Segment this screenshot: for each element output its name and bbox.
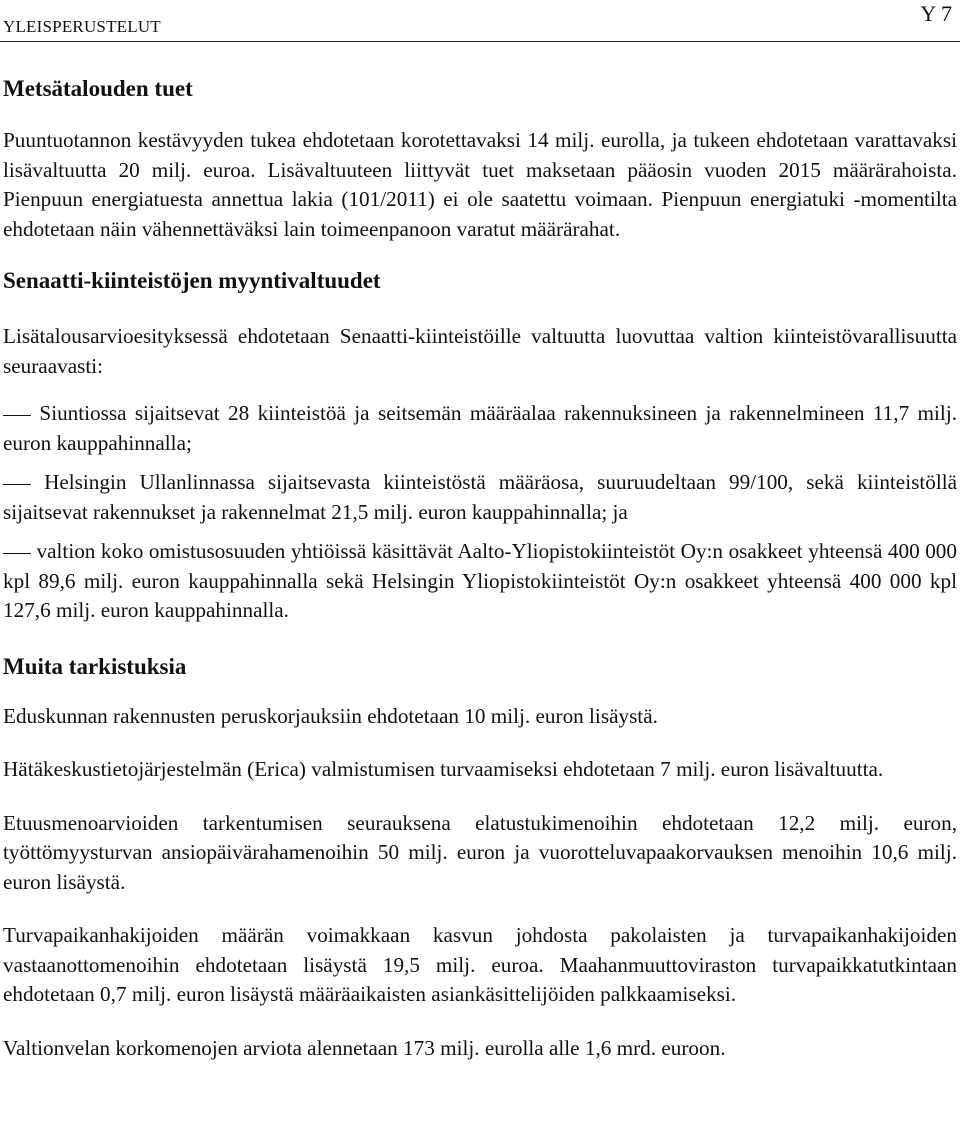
paragraph-forestry-subsidies: Puuntuotannon kestävyyden tukea ehdotetaan korotettavaksi 14 milj. eurolla, ja tukeen ehdotetaan varattavaksi lisävaltuutta 20 milj. euroa. Lisävaltuuteen liittyvät tuet maksetaan pääosin vuoden 2015 määrärahoista. Pienpuun energiatuesta annettua lakia (101/2011) ei ole saatettu voimaan. Pienpuun energiatuki -momentilta ehdotetaan näin vähennettäväksi lain toimeenpanoon varatut määrärahat. xyxy=(3,128,957,241)
header-divider xyxy=(0,41,960,42)
dash-list-item xyxy=(3,468,957,527)
dash-marker xyxy=(3,484,31,485)
paragraph-emergency-system: Hätäkeskustietojärjestelmän (Erica) valmistumisen turvaamiseksi ehdotetaan 7 milj. euron lisävaltuutta. xyxy=(3,757,884,781)
paragraph-benefit-estimates: Etuusmenoarvioiden tarkentumisen seurauksena elatustukimenoihin ehdotetaan 12,2 milj. euron, työttömyysturvan ansiopäivärahamenoihin 50 milj. euron ja vuorotteluvapaakorvauksen menoihin 10,6 milj. euron lisäystä. xyxy=(3,810,957,894)
page-number: Y 7 xyxy=(920,1,952,26)
paragraph-asylum-seekers: Turvapaikanhakijoiden määrän voimakkaan kasvun johdosta pakolaisten ja turvapaikanhakijoiden vastaanottomenoihin ehdotetaan lisäystä 19,5 milj. euroa. Maahanmuuttoviraston turvapaikkatutkintaan ehdotetaan 0,7 milj. euron lisäystä määräaikaisten asiankäsittelijöiden palkkaamiseksi. xyxy=(3,923,957,1006)
paragraph-debt-interest: Valtionvelan korkomenojen arviota alennetaan 173 milj. eurolla alle 1,6 mrd. euroon. xyxy=(3,1035,726,1060)
section-heading-other-revisions: Muita tarkistuksia xyxy=(3,653,187,679)
paragraph-senaatti-intro: Lisätalousarvioesityksessä ehdotetaan Senaatti-kiinteistöille valtuutta luovuttaa valtion kiinteistövarallisuutta seuraavasti: xyxy=(3,324,957,378)
paragraph-parliament-renovation: Eduskunnan rakennusten peruskorjauksiin ehdotetaan 10 milj. euron lisäystä. xyxy=(3,703,658,728)
document-body xyxy=(3,70,957,1063)
dash-list-item xyxy=(3,399,957,458)
dash-list-item xyxy=(3,537,957,626)
section-heading-senaatti-sales-authority: Senaatti-kiinteistöjen myyntivaltuudet xyxy=(3,268,381,293)
page-header xyxy=(0,0,960,42)
running-header-title: YLEISPERUSTELUT xyxy=(3,17,161,36)
section-heading-forestry-subsidies: Metsätalouden tuet xyxy=(3,76,193,101)
dash-marker xyxy=(3,415,31,416)
dash-list-item-text: Helsingin Ullanlinnassa sijaitsevasta kiinteistöstä määräosa, suuruudeltaan 99/100, sekä kiinteistöllä sijaitsevat rakennukset ja rakennelmat 21,5 milj. euron kauppahinnalla; ja xyxy=(3,470,957,524)
dash-list-item-text: Siuntiossa sijaitsevat 28 kiinteistöä ja seitsemän määräalaa rakennuksineen ja rakennelmineen 11,7 milj. euron kauppahinnalla; xyxy=(3,401,957,455)
dash-marker xyxy=(3,553,31,554)
dash-list-item-text: valtion koko omistusosuuden yhtiöissä käsittävät Aalto-Yliopistokiinteistöt Oy:n osakkeet yhteensä 400 000 kpl 89,6 milj. euron kauppahinnalla sekä Helsingin Yliopistokiinteistöt Oy:n osakkeet yhteensä 400 000 kpl 127,6 milj. euron kauppahinnalla. xyxy=(3,539,957,622)
